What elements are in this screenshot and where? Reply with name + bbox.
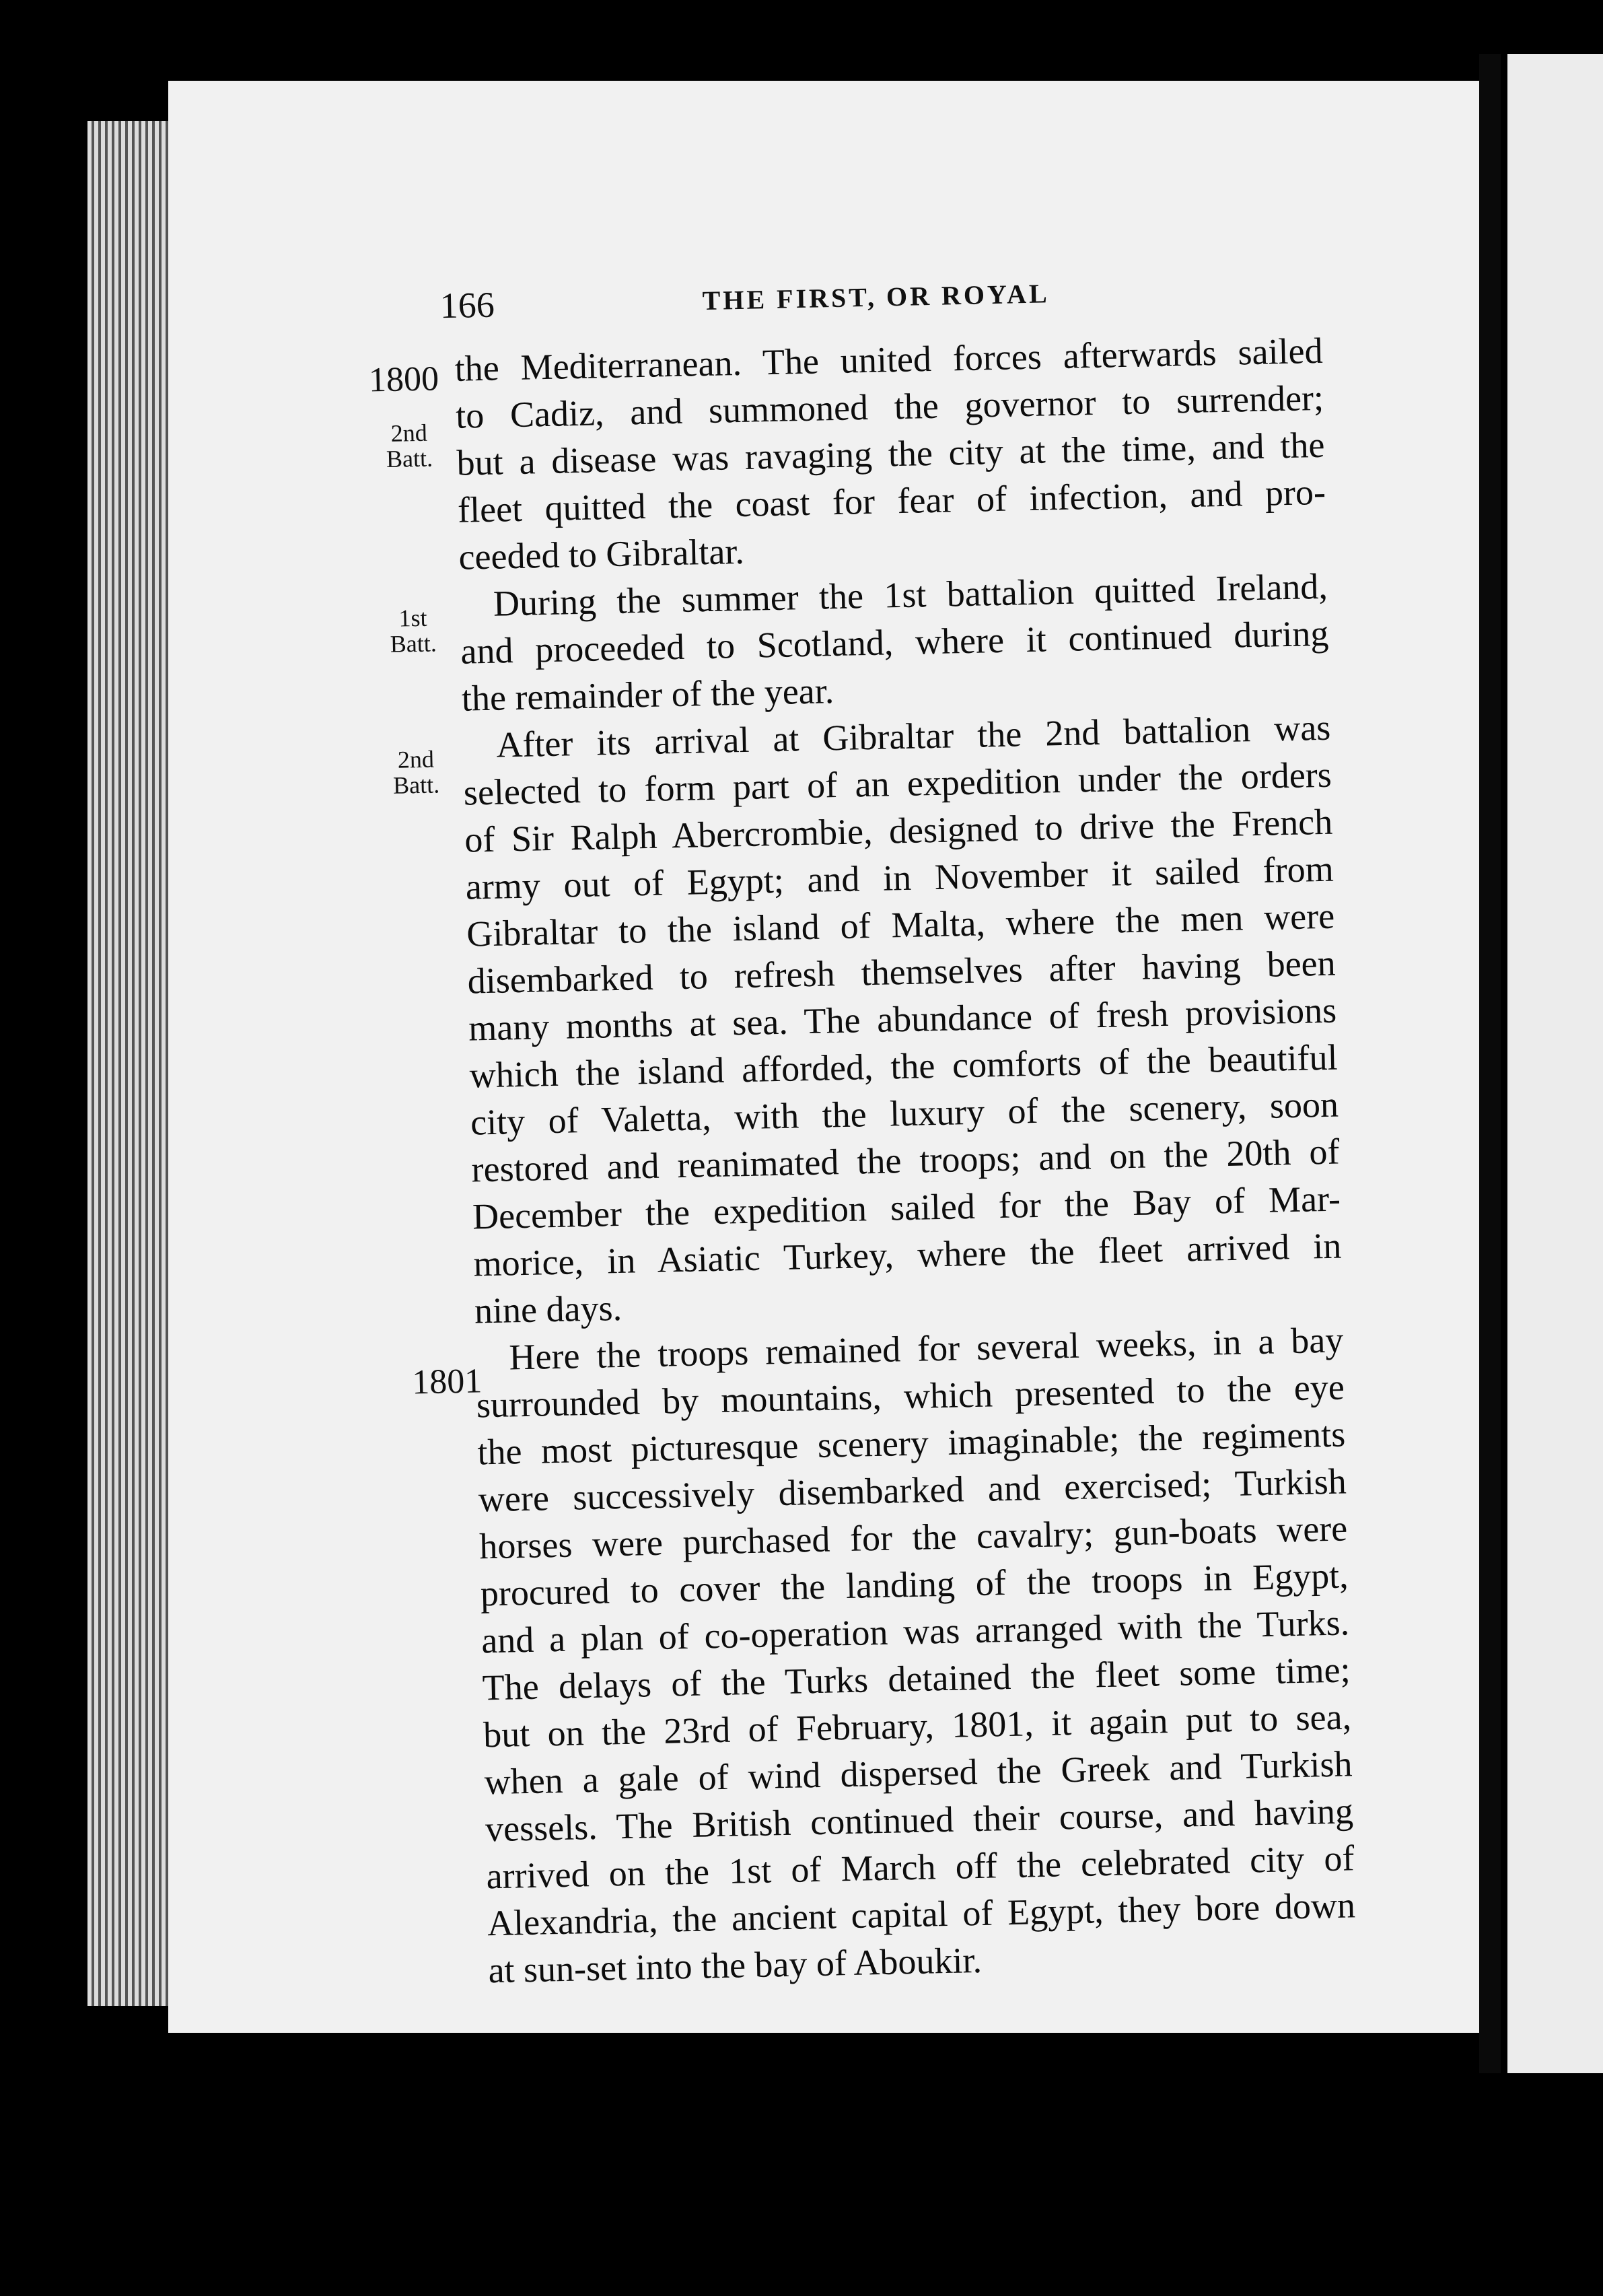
- text-line: were successively disembarked and exercised; Turkish: [478, 1461, 1347, 1520]
- margin-note-2nd-batt: [378, 746, 454, 798]
- margin-note-2nd-batt: [371, 419, 447, 472]
- text-line: ceeded to Gibraltar.: [458, 530, 745, 578]
- text-line: but a disease was ravaging the city at the time, and the: [456, 424, 1326, 483]
- text-line: the Mediterranean. The united forces afterwards sailed: [454, 330, 1324, 389]
- text-line: procured to cover the landing of the troops in Egypt,: [480, 1555, 1349, 1614]
- margin-note-1st-batt: [376, 604, 451, 657]
- text-line: many months at sea. The abundance of fresh provisions: [468, 989, 1337, 1049]
- text-line: when a gale of wind dispersed the Greek and Turkish: [484, 1743, 1353, 1803]
- text-line: morice, in Asiatic Turkey, where the fleet arrived in: [472, 1225, 1342, 1284]
- text-line: arrived on the 1st of March off the celebrated city of: [486, 1838, 1355, 1897]
- text-line: fleet quitted the coast for fear of infection, and pro-: [457, 471, 1326, 530]
- text-line: city of Valetta, with the luxury of the scenery, soon: [470, 1084, 1339, 1143]
- text-line: Alexandria, the ancient capital of Egypt, they bore down: [487, 1885, 1356, 1944]
- text-line: of Sir Ralph Abercrombie, designed to drive the French: [464, 801, 1333, 860]
- margin-note-line: 1st: [398, 604, 427, 632]
- text-line: horses were purchased for the cavalry; gun-boats were: [478, 1508, 1348, 1567]
- text-line: restored and reanimated the troops; and on the 20th of: [471, 1131, 1341, 1190]
- text-line: Gibraltar to the island of Malta, where the men were: [466, 895, 1335, 954]
- text-line: the remainder of the year.: [461, 670, 834, 719]
- body-text: [454, 327, 1357, 1994]
- page-number: 166: [439, 284, 495, 326]
- margin-note-line: Batt.: [390, 629, 437, 658]
- margin-note-line: Batt.: [392, 771, 440, 799]
- paragraph: [475, 1316, 1357, 1994]
- margin-note-line: 2nd: [397, 745, 435, 773]
- margin-year-1801: 1801: [411, 1362, 483, 1402]
- text-line: nine days.: [474, 1287, 622, 1331]
- text-line: at sun-set into the bay of Aboukir.: [487, 1939, 983, 1991]
- text-line: to Cadiz, and summoned the governor to surrender;: [455, 377, 1324, 436]
- margin-note-line: 2nd: [390, 419, 428, 447]
- paragraph: [454, 327, 1327, 581]
- text-line: During the summer the 1st battalion quitted Ireland,: [493, 565, 1328, 624]
- text-line: and a plan of co-operation was arranged with the Turks.: [480, 1602, 1350, 1661]
- text-line: and proceeded to Scotland, where it continued during: [460, 613, 1329, 672]
- text-line: but on the 23rd of February, 1801, it again put to sea,: [483, 1696, 1352, 1755]
- text-line: After its arrival at Gibraltar the 2nd battalion was: [495, 707, 1331, 765]
- text-line: army out of Egypt; and in November it sailed from: [465, 848, 1334, 907]
- text-line: which the island afforded, the comforts of the beautiful: [469, 1037, 1339, 1096]
- page-header: [439, 265, 1382, 339]
- running-head: THE FIRST, OR ROYAL: [702, 278, 1050, 316]
- paragraph: [459, 563, 1330, 722]
- text-line: surrounded by mountains, which presented to the eye: [476, 1366, 1345, 1426]
- text-line: the most picturesque scenery imaginable; the regiments: [476, 1414, 1346, 1473]
- margin-note-line: Batt.: [386, 444, 433, 473]
- text-line: selected to form part of an expedition under the orders: [463, 754, 1332, 813]
- text-line: disembarked to refresh themselves after having been: [467, 942, 1337, 1002]
- text-line: vessels. The British continued their course, and having: [485, 1790, 1354, 1850]
- text-line: Here the troops remained for several weeks, in a bay: [508, 1319, 1344, 1378]
- margin-year-1800: 1800: [368, 359, 439, 400]
- paragraph: [462, 704, 1343, 1335]
- text-line: December the expedition sailed for the Bay of Mar-: [472, 1178, 1341, 1237]
- text-line: The delays of the Turks detained the fleet some time;: [482, 1649, 1351, 1708]
